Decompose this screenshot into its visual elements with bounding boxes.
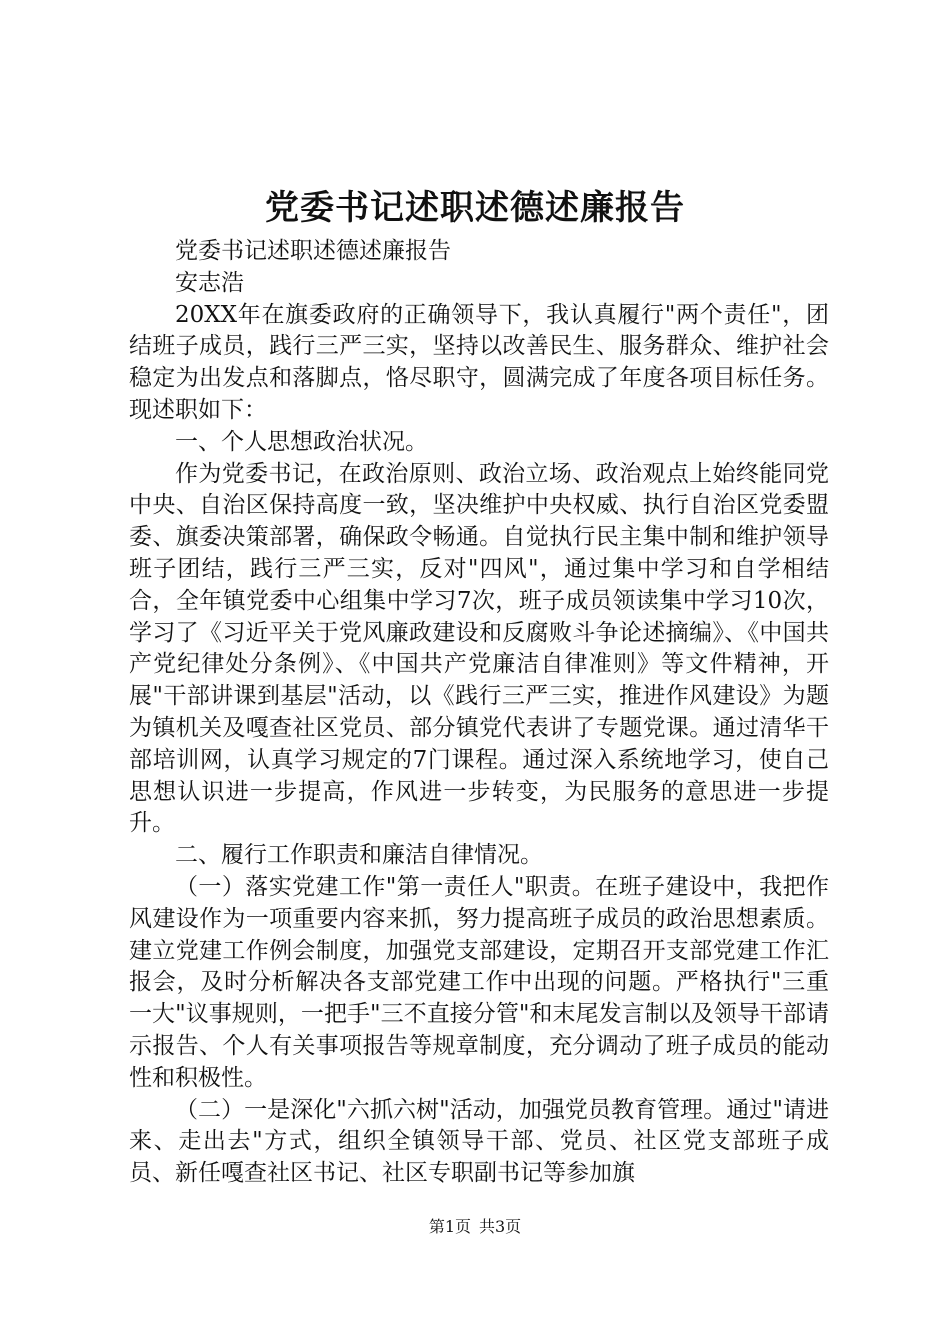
paragraph-subtitle: 党委书记述职述德述廉报告 xyxy=(175,238,451,264)
document-title: 党委书记述职述德述廉报告 xyxy=(265,188,685,228)
paragraph-responsibility: （一）落实党建工作"第一责任人"职责。在班子建设中，我把作风建设作为一项重要内容来抓，努力提高班子成员的政治思想素质。建立党建工作例会制度，加强党支部建设，定期召开支部党建工作汇报会，及时分析解决各支部党建工作中出现的问题。严格执行"三重一大"议事规则，一把手"三不直接分管"和末尾发言制以及领导干部请示报告、个人有关事项报告等规章制度，充分调动了班子成员的能动性和积极性。 xyxy=(129,873,829,1091)
page-number: 第1页 xyxy=(428,1217,471,1236)
document-body xyxy=(129,236,829,1190)
page-footer xyxy=(0,1216,950,1238)
page-total: 共3页 xyxy=(479,1217,522,1236)
paragraph-author: 安志浩 xyxy=(175,269,244,296)
paragraph-political-status: 作为党委书记，在政治原则、政治立场、政治观点上始终能同党中央、自治区保持高度一致，坚决维护中央权威、执行自治区党委盟委、旗委决策部署，确保政令畅通。自觉执行民主集中制和维护领导班子团结，践行三严三实，反对"四风"，通过集中学习和自学相结合，全年镇党委中心组集中学习7次，班子成员领读集中学习10次，学习了《习近平关于党风廉政建设和反腐败斗争论述摘编》、《中国共产党纪律处分条例》、《中国共产党廉洁自律准则》等文件精神，开展"干部讲课到基层"活动，以《践行三严三实，推进作风建设》为题为镇机关及嘎查社区党员、部分镇党代表讲了专题党课。通过清华干部培训网，认真学习规定的7门课程。通过深入系统地学习，使自己思想认识进一步提高，作风进一步转变，为民服务的意思进一步提升。 xyxy=(129,460,829,837)
section-heading-2: 二、履行工作职责和廉洁自律情况。 xyxy=(175,842,543,869)
paragraph-education: （二）一是深化"六抓六树"活动，加强党员教育管理。通过"请进来、走出去"方式，组织全镇领导干部、党员、社区党支部班子成员、新任嘎查社区书记、社区专职副书记等参加旗 xyxy=(129,1096,829,1187)
paragraph-intro: 20XX年在旗委政府的正确领导下，我认真履行"两个责任"，团结班子成员，践行三严三实，坚持以改善民生、服务群众、维护社会稳定为出发点和落脚点，恪尽职守，圆满完成了年度各项目标任务。现述职如下： xyxy=(129,301,829,423)
section-heading-1: 一、个人思想政治状况。 xyxy=(175,428,428,455)
